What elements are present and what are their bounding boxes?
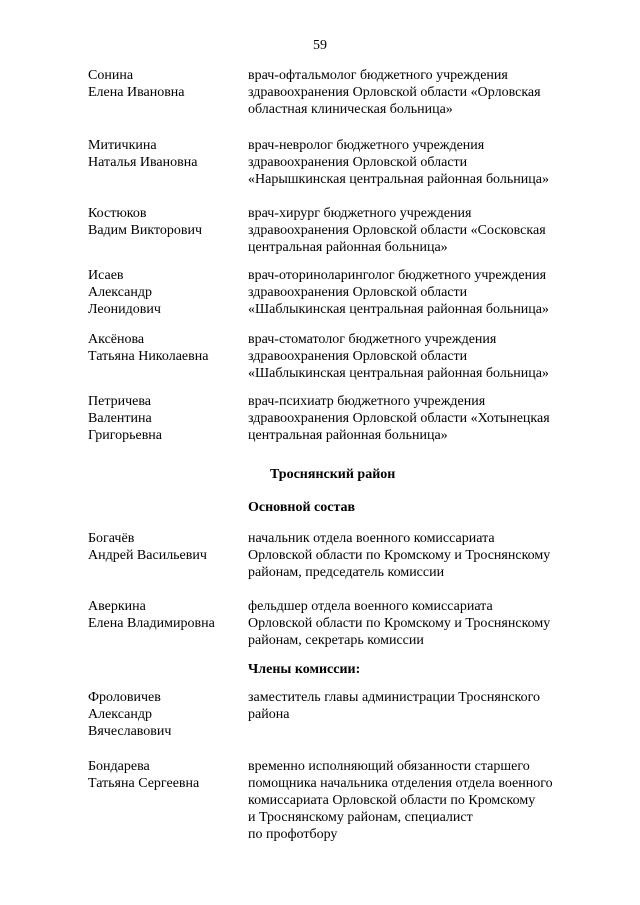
name-line: Григорьевна: [88, 428, 163, 443]
role-line: помощника начальника отделения отдела военного: [248, 776, 553, 791]
role-line: «Шаблыкинская центральная районная больница»: [248, 366, 549, 381]
role-line: комиссариата Орловской области по Кромскому: [248, 793, 536, 808]
member-role: [248, 67, 593, 118]
name-line: Костюков: [88, 206, 147, 221]
name-line: Богачёв: [88, 531, 135, 546]
role-line: начальник отдела военного комиссариата: [248, 531, 495, 546]
name-line: Исаев: [88, 268, 124, 283]
role-line: заместитель главы администрации Троснянского: [248, 690, 541, 705]
role-line: врач-психиатр бюджетного учреждения: [248, 394, 486, 409]
members-heading: Члены комиссии:: [248, 662, 361, 677]
member-name: [88, 205, 248, 239]
role-line: центральная районная больница»: [248, 428, 448, 443]
name-line: Фроловичев: [88, 690, 161, 705]
name-line: Леонидович: [88, 302, 161, 317]
member-role: [248, 137, 593, 188]
role-line: района: [248, 707, 290, 722]
member-role: [248, 393, 593, 444]
member-role: [248, 758, 593, 843]
role-line: врач-хирург бюджетного учреждения: [248, 206, 472, 221]
role-line: и Троснянскому районам, специалист: [248, 810, 473, 825]
name-line: Вадим Викторович: [88, 223, 203, 238]
name-line: Валентина: [88, 411, 152, 426]
name-line: Татьяна Николаевна: [88, 349, 209, 364]
member-name: [88, 393, 248, 444]
role-line: фельдшер отдела военного комиссариата: [248, 599, 493, 614]
name-line: Петричева: [88, 394, 151, 409]
member-name: [88, 689, 248, 740]
role-line: по профотбору: [248, 827, 338, 842]
role-line: врач-невролог бюджетного учреждения: [248, 138, 485, 153]
member-name: [88, 67, 248, 101]
main-composition-heading: Основной состав: [248, 500, 356, 515]
role-line: здравоохранения Орловской области: [248, 349, 468, 364]
member-name: [88, 530, 248, 564]
role-line: здравоохранения Орловской области «Орловская: [248, 85, 541, 100]
role-line: «Шаблыкинская центральная районная больница»: [248, 302, 549, 317]
name-line: Митичкина: [88, 138, 157, 153]
role-line: здравоохранения Орловской области «Сосковская: [248, 223, 546, 238]
name-line: Александр: [88, 707, 152, 722]
role-line: врач-офтальмолог бюджетного учреждения: [248, 68, 508, 83]
name-line: Андрей Васильевич: [88, 548, 207, 563]
name-line: Аксёнова: [88, 332, 145, 347]
role-line: здравоохранения Орловской области «Хотынецкая: [248, 411, 550, 426]
role-line: врач-оториноларинголог бюджетного учреждения: [248, 268, 547, 283]
role-line: Орловской области по Кромскому и Троснянскому: [248, 548, 551, 563]
member-name: [88, 758, 248, 792]
member-name: [88, 137, 248, 171]
name-line: Татьяна Сергеевна: [88, 776, 200, 791]
role-line: врач-стоматолог бюджетного учреждения: [248, 332, 497, 347]
role-line: центральная районная больница»: [248, 240, 448, 255]
name-line: Аверкина: [88, 599, 146, 614]
member-role: [248, 689, 593, 723]
member-name: [88, 267, 248, 318]
name-line: Вячеславович: [88, 724, 172, 739]
name-line: Наталья Ивановна: [88, 155, 198, 170]
member-name: [88, 331, 248, 365]
role-line: областная клиническая больница»: [248, 102, 453, 117]
member-role: [248, 598, 593, 649]
role-line: здравоохранения Орловской области: [248, 155, 468, 170]
name-line: Бондарева: [88, 759, 150, 774]
member-role: [248, 331, 593, 382]
name-line: Сонина: [88, 68, 134, 83]
name-line: Елена Ивановна: [88, 85, 185, 100]
member-role: [248, 205, 593, 256]
name-line: Елена Владимировна: [88, 616, 215, 631]
district-heading: Троснянский район: [270, 467, 396, 482]
name-line: Александр: [88, 285, 152, 300]
member-role: [248, 530, 593, 581]
role-line: районам, председатель комиссии: [248, 565, 445, 580]
member-name: [88, 598, 248, 632]
role-line: здравоохранения Орловской области: [248, 285, 468, 300]
page-number: 59: [313, 38, 327, 53]
role-line: «Нарышкинская центральная районная больница»: [248, 172, 549, 187]
role-line: районам, секретарь комиссии: [248, 633, 424, 648]
role-line: временно исполняющий обязанности старшего: [248, 759, 530, 774]
role-line: Орловской области по Кромскому и Троснянскому: [248, 616, 551, 631]
member-role: [248, 267, 593, 318]
